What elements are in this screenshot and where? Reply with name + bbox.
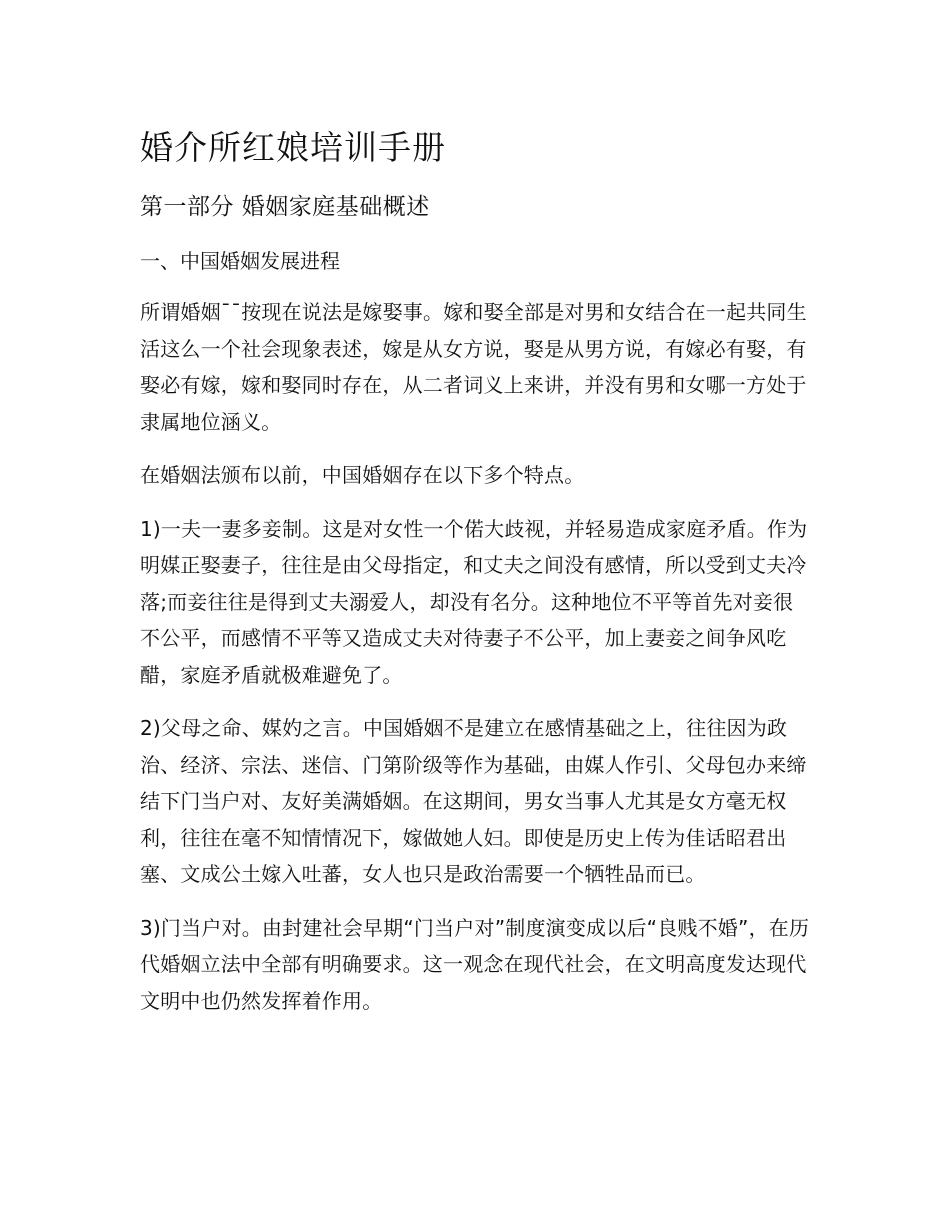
paragraph-feature-3: 3)门当户对。由封建社会早期“门当户对”制度演变成以后“良贱不婚”，在历代婚姻立法中全部有明确要求。这一观念在现代社会，在文明高度发达现代文明中也仍然发挥着作用。 (140, 915, 810, 1013)
part-heading: 第一部分 婚姻家庭基础概述 (140, 194, 430, 220)
section-heading: 一、中国婚姻发展进程 (140, 249, 340, 273)
document-title: 婚介所红娘培训手册 (140, 128, 446, 167)
paragraph-definition: 所谓婚姻¯¯按现在说法是嫁娶事。嫁和娶全部是对男和女结合在一起共同生活这么一个社会现象表述，嫁是从女方说，娶是从男方说，有嫁必有娶，有娶必有嫁，嫁和娶同时存在，从二者词义上来讲，并没有男和女哪一方处于隶属地位涵义。 (140, 300, 807, 434)
paragraph-feature-2: 2)父母之命、媒妁之言。中国婚姻不是建立在感情基础之上，往往因为政治、经济、宗法、迷信、门第阶级等作为基础，由媒人作引、父母包办来缔结下门当户对、友好美满婚姻。在这期间，男女当事人尤其是女方毫无权利，往往在毫不知情情况下，嫁做她人妇。即使是历史上传为佳话昭君出塞、文成公土嫁入吐蕃，女人也只是政治需要一个牺牲品而已。 (140, 716, 807, 886)
paragraph-intro-features: 在婚姻法颁布以前，中国婚姻存在以下多个特点。 (140, 463, 585, 487)
document-page (140, 126, 810, 1036)
paragraph-feature-1: 1)一夫一妻多妾制。这是对女性一个偌大歧视，并轻易造成家庭矛盾。作为明媒正娶妻子，往往是由父母指定，和丈夫之间没有感情，所以受到丈夫冷落;而妾往往是得到丈夫溺爱人，却没有名分。这种地位不平等首先对妾很不公平，而感情不平等又造成丈夫对待妻子不公平，加上妻妾之间争风吃醋，家庭矛盾就极难避免了。 (140, 516, 808, 687)
